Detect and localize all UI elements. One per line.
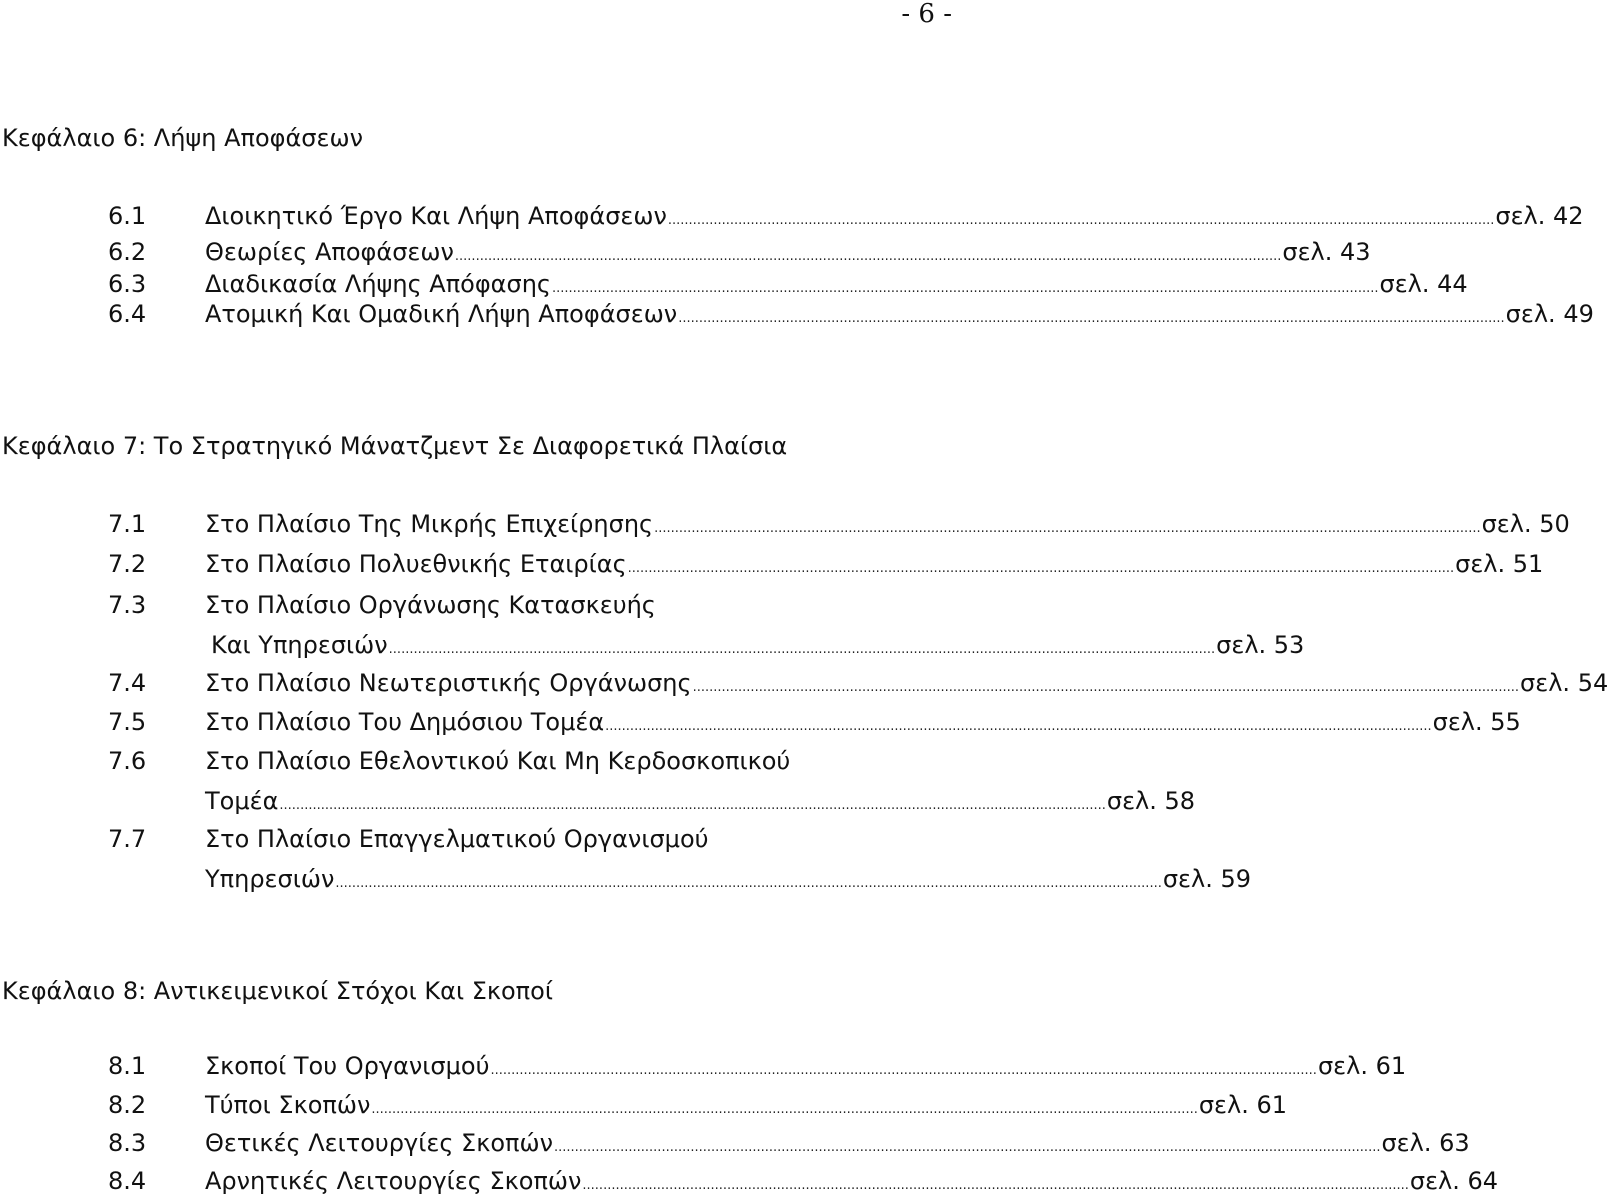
entry-title: Στο Πλαίσιο Οργάνωσης Κατασκευής [205,591,656,619]
entry-page: σελ. 54 [1520,669,1608,697]
dot-leader: ........................................................................................................................................................................................................ [627,561,1455,576]
toc-entry[interactable] [0,235,1371,269]
entry-title: Και Υπηρεσιών [211,631,388,659]
entry-title: Ατομική Και Ομαδική Λήψη Αποφάσεων [205,300,678,328]
entry-title: Τύποι Σκοπών [205,1091,371,1119]
dot-leader: ........................................................................................................................................................................................................ [678,311,1505,326]
toc-entry-continuation[interactable] [0,628,1305,662]
toc-entry[interactable] [0,1126,1470,1160]
entry-number: 7.7 [108,825,147,853]
entry-page: σελ. 50 [1481,510,1570,538]
entry-title: Τομέα [205,787,279,815]
toc-entry[interactable] [0,1049,1407,1083]
entry-number: 8.1 [108,1052,147,1080]
chapter-title: Κεφάλαιο 6: Λήψη Αποφάσεων [2,124,363,152]
toc-entry[interactable] [0,507,1570,541]
entry-title: Διοικητικό Έργο Και Λήψη Αποφάσεων [205,202,667,230]
entry-title: Αρνητικές Λειτουργίες Σκοπών [205,1167,582,1195]
entry-title: Στο Πλαίσιο Νεωτεριστικής Οργάνωσης [205,669,692,697]
entry-number: 7.3 [108,591,147,619]
entry-page: σελ. 43 [1282,238,1371,266]
toc-entry-continuation[interactable] [0,862,1252,896]
entry-number: 8.2 [108,1091,147,1119]
chapter-title: Κεφάλαιο 8: Αντικειμενικοί Στόχοι Και Σκοποί [2,977,553,1005]
entry-number: 6.1 [108,202,147,230]
toc-entry[interactable] [0,588,960,622]
entry-page: σελ. 59 [1162,865,1252,893]
entry-number: 8.3 [108,1129,147,1157]
entry-number: 7.1 [108,510,147,538]
page-number: - 6 - [901,0,952,29]
entry-title: Στο Πλαίσιο Πολυεθνικής Εταιρίας [205,550,627,578]
dot-leader: ........................................................................................................................................................................................................ [454,249,1282,264]
entry-page: σελ. 61 [1317,1052,1407,1080]
dot-leader: ........................................................................................................................................................................................................ [654,521,1481,536]
entry-page: σελ. 51 [1455,550,1544,578]
entry-number: 7.2 [108,550,147,578]
dot-leader: ........................................................................................................................................................................................................ [667,213,1495,228]
dot-leader: ........................................................................................................................................................................................................ [371,1102,1198,1117]
entry-title: Θετικές Λειτουργίες Σκοπών [205,1129,553,1157]
dot-leader: ........................................................................................................................................................................................................ [692,680,1520,695]
dot-leader: ........................................................................................................................................................................................................ [388,642,1216,657]
entry-page: σελ. 58 [1106,787,1196,815]
toc-entry[interactable] [0,267,1468,301]
entry-title: Σκοποί Του Οργανισμού [205,1052,490,1080]
dot-leader: ........................................................................................................................................................................................................ [582,1178,1409,1193]
entry-number: 6.3 [108,270,147,298]
entry-number: 7.5 [108,708,147,736]
entry-number: 7.6 [108,747,147,775]
dot-leader: ........................................................................................................................................................................................................ [554,1140,1381,1155]
entry-title: Διαδικασία Λήψης Απόφασης [205,270,552,298]
toc-entry[interactable] [0,297,1594,331]
toc-entry[interactable] [0,1164,1499,1198]
entry-page: σελ. 42 [1495,202,1584,230]
entry-title: Στο Πλαίσιο Της Μικρής Επιχείρησης [205,510,654,538]
entry-number: 7.4 [108,669,147,697]
dot-leader: ........................................................................................................................................................................................................ [490,1063,1317,1078]
toc-entry[interactable] [0,822,960,856]
entry-page: σελ. 64 [1409,1167,1499,1195]
entry-title: Στο Πλαίσιο Του Δημόσιου Τομέα [205,708,605,736]
toc-entry[interactable] [0,199,1584,233]
entry-title: Στο Πλαίσιο Εθελοντικού Και Μη Κερδοσκοπικού [205,747,791,775]
entry-page: σελ. 53 [1216,631,1305,659]
dot-leader: ........................................................................................................................................................................................................ [335,876,1162,891]
entry-number: 6.4 [108,300,147,328]
entry-page: σελ. 63 [1381,1129,1470,1157]
toc-entry-continuation[interactable] [0,784,1196,818]
entry-page: σελ. 49 [1505,300,1594,328]
entry-title: Στο Πλαίσιο Επαγγελματικού Οργανισμού [205,825,709,853]
toc-entry[interactable] [0,547,1544,581]
entry-number: 6.2 [108,238,147,266]
entry-number: 8.4 [108,1167,147,1195]
dot-leader: ........................................................................................................................................................................................................ [552,281,1379,296]
entry-page: σελ. 61 [1198,1091,1288,1119]
entry-page: σελ. 55 [1432,708,1521,736]
toc-entry[interactable] [0,666,1608,700]
chapter-title: Κεφάλαιο 7: Το Στρατηγικό Μάνατζμεντ Σε Διαφορετικά Πλαίσια [2,432,788,460]
toc-entry[interactable] [0,1088,1288,1122]
dot-leader: ........................................................................................................................................................................................................ [605,719,1432,734]
toc-entry[interactable] [0,705,1521,739]
dot-leader: ........................................................................................................................................................................................................ [279,798,1106,813]
entry-page: σελ. 44 [1379,270,1468,298]
entry-title: Υπηρεσιών [205,865,335,893]
toc-entry[interactable] [0,744,960,778]
entry-title: Θεωρίες Αποφάσεων [205,238,454,266]
